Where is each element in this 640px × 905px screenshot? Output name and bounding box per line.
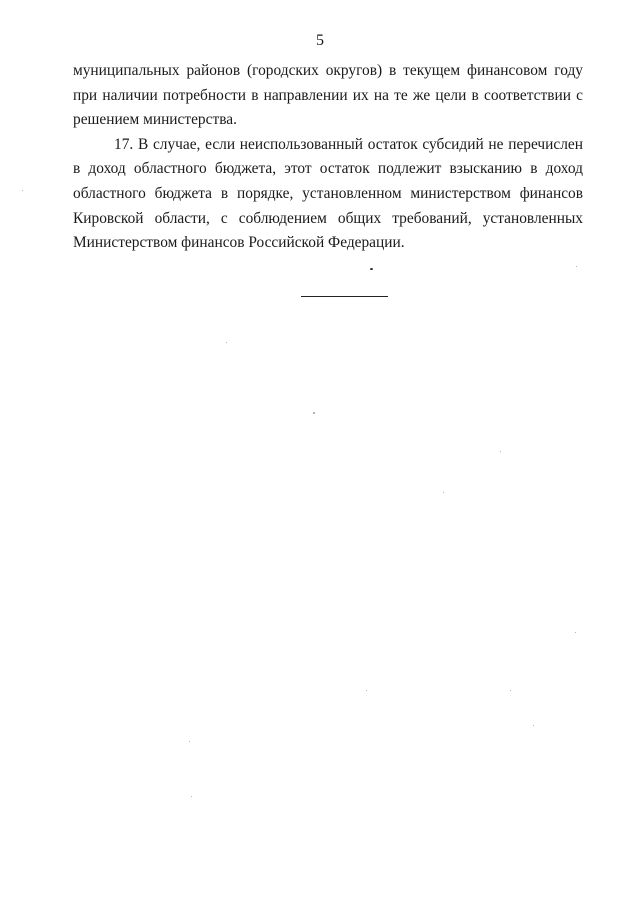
end-of-document-rule	[301, 296, 388, 297]
scan-speck	[191, 796, 192, 797]
scan-speck	[533, 725, 534, 726]
page-number: 5	[316, 32, 324, 49]
paragraph-item-17: 17. В случае, если неиспользованный остаток субсидий не перечислен в доход областного бюджета, этот остаток подлежит взысканию в доход областного бюджета в порядке, установленном министерством финансов Кировской области, с соблюдением общих требований, установленных Министерством финансов Российской Федерации.	[73, 135, 583, 252]
paragraph-continuation: муниципальных районов (городских округов) в текущем финансовом году при наличии потребности в направлении их на те же цели в соответствии с решением министерства.	[73, 62, 583, 129]
scan-speck	[510, 690, 511, 691]
scan-speck	[366, 690, 367, 691]
scan-speck	[226, 342, 227, 343]
scan-speck	[370, 268, 373, 270]
scan-speck	[22, 190, 23, 191]
scan-speck	[500, 451, 501, 452]
scan-speck	[313, 412, 315, 414]
scan-speck	[576, 266, 577, 267]
scan-speck	[443, 492, 444, 493]
scan-speck	[189, 741, 190, 742]
document-body	[73, 59, 583, 256]
scan-speck	[575, 632, 576, 633]
